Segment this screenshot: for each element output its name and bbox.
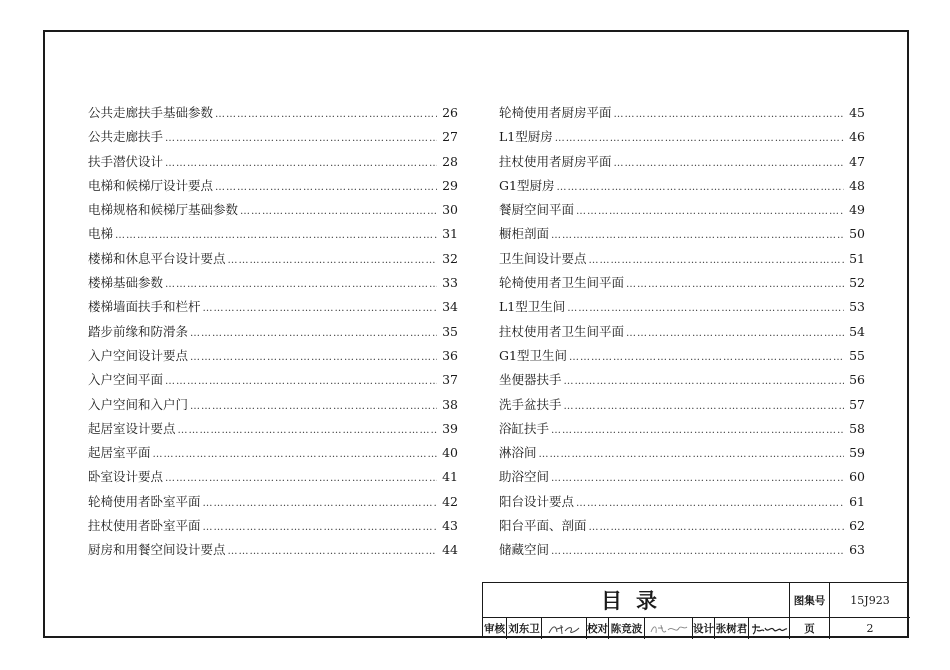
toc-leader-dots xyxy=(539,443,845,467)
atlas-number-value: 15J923 xyxy=(830,583,910,618)
toc-entry xyxy=(499,295,865,319)
toc-entry xyxy=(88,198,458,222)
toc-entry-title: 扶手潜伏设计 xyxy=(88,153,164,169)
toc-leader-dots xyxy=(551,467,844,491)
toc-entry-title: 淋浴间 xyxy=(499,445,537,461)
toc-entry xyxy=(499,174,865,198)
toc-entry-page: 53 xyxy=(849,299,865,315)
toc-entry-page: 63 xyxy=(849,542,865,558)
toc-entry-page: 43 xyxy=(442,518,458,534)
toc-entry xyxy=(499,344,865,368)
toc-entry xyxy=(499,393,865,417)
toc-leader-dots xyxy=(153,443,438,467)
toc-entry-page: 48 xyxy=(849,177,865,193)
toc-leader-dots xyxy=(626,322,844,346)
toc-entry-title: 橱柜剖面 xyxy=(499,226,550,242)
toc-entry-page: 32 xyxy=(442,250,458,266)
toc-entry-page: 37 xyxy=(442,372,458,388)
page-label: 页 xyxy=(790,618,830,639)
toc-entry-page: 27 xyxy=(442,129,458,145)
toc-entry xyxy=(88,271,458,295)
toc-entry-page: 45 xyxy=(849,105,865,120)
toc-leader-dots xyxy=(228,249,438,273)
toc-leader-dots xyxy=(115,224,437,248)
toc-entry-page: 60 xyxy=(849,469,865,485)
proof-signature-scribble xyxy=(649,622,689,636)
toc-entry xyxy=(88,222,458,246)
toc-entry-title: 坐便器扶手 xyxy=(499,372,562,388)
toc-leader-dots xyxy=(178,419,438,443)
toc-entry-page: 26 xyxy=(442,105,458,120)
proof-signature xyxy=(645,618,693,639)
review-label: 审核 xyxy=(483,618,507,639)
toc-leader-dots xyxy=(556,176,844,200)
review-signature-scribble xyxy=(547,622,581,636)
toc-entry-title: 公共走廊扶手 xyxy=(88,129,164,145)
toc-leader-dots xyxy=(240,200,437,224)
toc-leader-dots xyxy=(614,103,845,127)
toc-leader-dots xyxy=(569,346,844,370)
toc-entry-page: 40 xyxy=(442,445,458,461)
toc-entry-title: 入户空间平面 xyxy=(88,372,164,388)
toc-entry xyxy=(499,368,865,392)
toc-entry-title: 洗手盆扶手 xyxy=(499,396,562,412)
toc-entry-page: 42 xyxy=(442,493,458,509)
toc-entry xyxy=(499,441,865,465)
drawing-title: 目录 xyxy=(483,583,790,618)
toc-entry-page: 33 xyxy=(442,275,458,291)
toc-leader-dots xyxy=(567,297,844,321)
review-signature xyxy=(542,618,587,639)
toc-leader-dots xyxy=(215,103,437,127)
toc-entry-title: 拄杖使用者卫生间平面 xyxy=(499,323,625,339)
proof-label: 校对 xyxy=(587,618,609,639)
toc-entry-page: 58 xyxy=(849,420,865,436)
toc-entry-title: 楼梯基础参数 xyxy=(88,275,164,291)
toc-entry-title: 厨房和用餐空间设计要点 xyxy=(88,542,226,558)
toc-entry-page: 52 xyxy=(849,275,865,291)
toc-entry-page: 55 xyxy=(849,347,865,363)
review-name: 刘东卫 xyxy=(507,618,542,639)
toc-entry-title: 轮椅使用者卫生间平面 xyxy=(499,275,625,291)
toc-entry-page: 41 xyxy=(442,469,458,485)
signature-row xyxy=(483,618,790,639)
toc-entry xyxy=(88,393,458,417)
toc-entry-title: 卫生间设计要点 xyxy=(499,250,587,266)
toc-entry-title: 入户空间设计要点 xyxy=(88,347,189,363)
toc-entry xyxy=(88,441,458,465)
toc-entry xyxy=(88,514,458,538)
toc-entry-page: 62 xyxy=(849,518,865,534)
toc-entry xyxy=(499,417,865,441)
toc-entry-page: 47 xyxy=(849,153,865,169)
toc-entry-page: 44 xyxy=(442,542,458,558)
toc-leader-dots xyxy=(203,297,438,321)
toc-entry-page: 30 xyxy=(442,202,458,218)
toc-entry-page: 59 xyxy=(849,445,865,461)
toc-entry xyxy=(499,465,865,489)
toc-leader-dots xyxy=(576,492,844,516)
toc-entry-title: G1型厨房 xyxy=(499,177,555,193)
toc-leader-dots xyxy=(165,127,437,151)
toc-entry xyxy=(88,490,458,514)
toc-entry-page: 35 xyxy=(442,323,458,339)
toc-entry-title: 拄杖使用者卧室平面 xyxy=(88,518,201,534)
toc-entry-page: 38 xyxy=(442,396,458,412)
toc-leader-dots xyxy=(564,395,845,419)
toc-leader-dots xyxy=(614,152,845,176)
toc-entry-title: L1型厨房 xyxy=(499,129,553,145)
toc-entry-title: L1型卫生间 xyxy=(499,299,566,315)
toc-entry xyxy=(499,150,865,174)
toc-entry-page: 54 xyxy=(849,323,865,339)
toc-entry xyxy=(499,490,865,514)
toc-entry-title: 踏步前缘和防滑条 xyxy=(88,323,189,339)
toc-leader-dots xyxy=(190,346,437,370)
toc-entry-title: 电梯和候梯厅设计要点 xyxy=(88,177,214,193)
toc-leader-dots xyxy=(551,419,844,443)
toc-leader-dots xyxy=(203,516,438,540)
toc-entry-title: 电梯规格和候梯厅基础参数 xyxy=(88,202,239,218)
toc-entry xyxy=(88,101,458,125)
toc-entry-page: 28 xyxy=(442,153,458,169)
toc-leader-dots xyxy=(589,249,845,273)
toc-leader-dots xyxy=(551,224,844,248)
toc-entry-title: 卧室设计要点 xyxy=(88,469,164,485)
toc-leader-dots xyxy=(165,273,437,297)
toc-entry-title: 电梯 xyxy=(88,226,114,242)
toc-entry-title: 楼梯墙面扶手和栏杆 xyxy=(88,299,201,315)
toc-entry xyxy=(499,538,865,562)
toc-leader-dots xyxy=(165,152,437,176)
toc-leader-dots xyxy=(555,127,844,151)
toc-entry-title: 公共走廊扶手基础参数 xyxy=(88,105,214,120)
toc-entry-page: 50 xyxy=(849,226,865,242)
toc-entry xyxy=(88,295,458,319)
toc-entry-title: 轮椅使用者厨房平面 xyxy=(499,105,612,120)
page-number-value: 2 xyxy=(866,622,874,635)
toc-entry xyxy=(88,417,458,441)
toc-entry-title: 入户空间和入户门 xyxy=(88,396,189,412)
toc-leader-dots xyxy=(190,395,437,419)
toc-leader-dots xyxy=(551,540,844,564)
design-label: 设计 xyxy=(693,618,715,639)
toc-entry xyxy=(499,125,865,149)
toc-entry xyxy=(88,465,458,489)
toc-leader-dots xyxy=(165,467,437,491)
toc-leader-dots xyxy=(626,273,844,297)
toc-entry-title: 起居室设计要点 xyxy=(88,420,176,436)
toc-entry-title: 阳台平面、剖面 xyxy=(499,518,587,534)
toc-entry-title: G1型卫生间 xyxy=(499,347,567,363)
toc-entry xyxy=(499,271,865,295)
toc-entry xyxy=(88,174,458,198)
toc-entry-title: 餐厨空间平面 xyxy=(499,202,575,218)
toc-entry xyxy=(499,198,865,222)
toc-entry-title: 楼梯和休息平台设计要点 xyxy=(88,250,226,266)
design-name: 张树君 xyxy=(715,618,749,639)
toc-entry-title: 储藏空间 xyxy=(499,542,550,558)
toc-entry xyxy=(499,320,865,344)
toc-entry-title: 起居室平面 xyxy=(88,445,151,461)
toc-entry xyxy=(88,320,458,344)
toc-entry xyxy=(88,150,458,174)
toc-column-left xyxy=(88,101,458,563)
toc-entry-page: 57 xyxy=(849,396,865,412)
design-signature-scribble xyxy=(750,622,788,636)
toc-entry-page: 29 xyxy=(442,177,458,193)
toc-leader-dots xyxy=(228,540,438,564)
toc-entry xyxy=(88,344,458,368)
toc-entry-title: 助浴空间 xyxy=(499,469,550,485)
toc-leader-dots xyxy=(165,370,437,394)
toc-entry xyxy=(88,538,458,562)
toc-entry xyxy=(499,247,865,271)
toc-leader-dots xyxy=(589,516,845,540)
atlas-number-label: 图集号 xyxy=(790,583,830,618)
toc-entry xyxy=(499,514,865,538)
toc-entry-page: 56 xyxy=(849,372,865,388)
toc-entry-page: 34 xyxy=(442,299,458,315)
toc-entry-title: 浴缸扶手 xyxy=(499,420,550,436)
toc-leader-dots xyxy=(215,176,437,200)
toc-entry xyxy=(88,368,458,392)
toc-entry-page: 36 xyxy=(442,347,458,363)
toc-leader-dots xyxy=(203,492,438,516)
toc-entry-page: 39 xyxy=(442,420,458,436)
toc-entry xyxy=(88,125,458,149)
toc-entry-page: 51 xyxy=(849,250,865,266)
toc-entry-page: 61 xyxy=(849,493,865,509)
toc-entry-title: 拄杖使用者厨房平面 xyxy=(499,153,612,169)
toc-entry-title: 阳台设计要点 xyxy=(499,493,575,509)
toc-leader-dots xyxy=(564,370,845,394)
proof-name: 陈竞波 xyxy=(609,618,645,639)
title-block xyxy=(482,582,909,638)
toc-entry-page: 46 xyxy=(849,129,865,145)
toc-entry-page: 31 xyxy=(442,226,458,242)
toc-entry-title: 轮椅使用者卧室平面 xyxy=(88,493,201,509)
toc-entry-page: 49 xyxy=(849,202,865,218)
toc-entry xyxy=(88,247,458,271)
toc-entry xyxy=(499,101,865,125)
toc-leader-dots xyxy=(190,322,437,346)
design-signature xyxy=(749,618,790,639)
toc-column-right xyxy=(499,101,865,563)
toc-leader-dots xyxy=(576,200,844,224)
toc-entry xyxy=(499,222,865,246)
